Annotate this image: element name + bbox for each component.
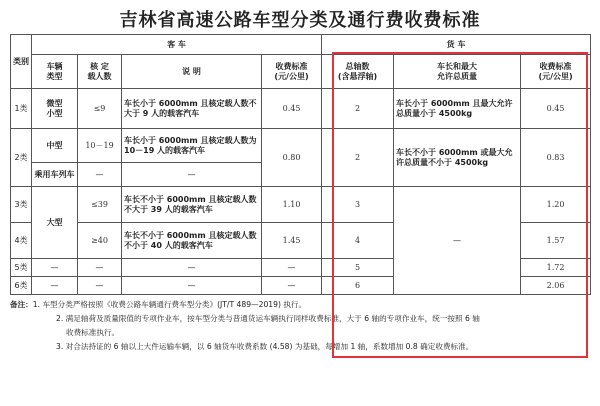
header-passenger-rate: 收费标准 (元/公里) [262, 55, 322, 89]
vehicle-type-cell: — [32, 277, 78, 295]
page-title: 吉林省高速公路车型分类及通行费收费标准 [119, 10, 481, 31]
header-seats: 核 定 载人数 [78, 55, 122, 89]
seats-cell: — [78, 277, 122, 295]
seats-cell: 10－19 [78, 129, 122, 163]
seats-cell: ≤9 [78, 89, 122, 129]
note-1-text: 1. 车型分类严格按照《收费公路车辆通行费车型分类》(JT/T 489—2019) 执行。 [32, 300, 307, 309]
axles-cell: 4 [322, 223, 394, 259]
table-row [11, 129, 591, 163]
description-cell: — [122, 163, 262, 187]
fee-table-container [10, 34, 590, 295]
note-1 [10, 298, 590, 312]
description-cell: 车长小于 6000mm 且核定载人数为 10－19 人的载客汽车 [122, 129, 262, 163]
note-2-cont: 收费标准执行。 [66, 328, 120, 337]
vehicle-type-cell: 大型 [32, 187, 78, 259]
passenger-rate-cell: 0.45 [262, 89, 322, 129]
passenger-rate-cell: — [262, 259, 322, 277]
seats-cell: ≤39 [78, 187, 122, 223]
axles-cell: 5 [322, 259, 394, 277]
category-cell: 1类 [11, 89, 32, 129]
passenger-rate-cell: — [262, 277, 322, 295]
category-cell: 2类 [11, 129, 32, 187]
notes [10, 298, 590, 354]
description-cell: 车长小于 6000mm 且核定载人数不大于 9 人的载客汽车 [122, 89, 262, 129]
vehicle-type-cell: 微型 小型 [32, 89, 78, 129]
length-weight-cell: — [394, 187, 521, 295]
header-vehicle-type: 车辆 类型 [32, 55, 78, 89]
freight-rate-cell: 2.06 [521, 277, 591, 295]
header-freight-rate: 收费标准 (元/公里) [521, 55, 591, 89]
fee-table [10, 34, 591, 295]
axles-cell: 6 [322, 277, 394, 295]
axles-cell: 2 [322, 129, 394, 187]
vehicle-type-cell: 中型 [32, 129, 78, 163]
seats-cell: ≥40 [78, 223, 122, 259]
freight-rate-cell: 0.83 [521, 129, 591, 187]
header-description: 说 明 [122, 55, 262, 89]
seats-cell: — [78, 259, 122, 277]
seats-cell: — [78, 163, 122, 187]
freight-rate-cell: 0.45 [521, 89, 591, 129]
notes-label: 备注： [10, 300, 33, 309]
length-weight-cell: 车长不小于 6000mm 或最大允许总质量不小于 4500kg [394, 129, 521, 187]
table-row [11, 89, 591, 129]
passenger-rate-cell: 1.10 [262, 187, 322, 223]
description-cell: 车长不小于 6000mm 且核定载人数不小于 40 人的载客汽车 [122, 223, 262, 259]
note-3: 3. 对合法持证的 6 轴以上大件运输车辆，以 6 轴货车收费系数 (4.58) 为基础，每增加 1 轴，系数增加 0.8 确定收费标准。 [56, 342, 474, 351]
category-cell: 3类 [11, 187, 32, 223]
description-cell: — [122, 259, 262, 277]
header-freight: 货 车 [322, 35, 591, 55]
freight-rate-cell: 1.20 [521, 187, 591, 223]
description-cell: — [122, 277, 262, 295]
passenger-rate-cell: 1.45 [262, 223, 322, 259]
category-cell: 5类 [11, 259, 32, 277]
vehicle-type-cell: 乘用车列车 [32, 163, 78, 187]
header-length-weight: 车长和最大 允许总质量 [394, 55, 521, 89]
header-passenger: 客 车 [32, 35, 322, 55]
length-weight-cell: 车长小于 6000mm 且最大允许总质量小于 4500kg [394, 89, 521, 129]
table-row [11, 187, 591, 223]
header-axles: 总轴数 (含悬浮轴) [322, 55, 394, 89]
note-2: 2. 满足轴荷及质量限值的专项作业车，按车型分类与普通货运车辆执行同样收费标准，大于 6 轴的专项作业车，统一按照 6 轴 [56, 314, 480, 323]
passenger-rate-cell: 0.80 [262, 129, 322, 187]
category-cell: 4类 [11, 223, 32, 259]
vehicle-type-cell: — [32, 259, 78, 277]
axles-cell: 3 [322, 187, 394, 223]
header-category: 类别 [11, 35, 32, 89]
category-cell: 6类 [11, 277, 32, 295]
axles-cell: 2 [322, 89, 394, 129]
description-cell: 车长不小于 6000mm 且核定载人数不大于 39 人的载客汽车 [122, 187, 262, 223]
freight-rate-cell: 1.57 [521, 223, 591, 259]
freight-rate-cell: 1.72 [521, 259, 591, 277]
